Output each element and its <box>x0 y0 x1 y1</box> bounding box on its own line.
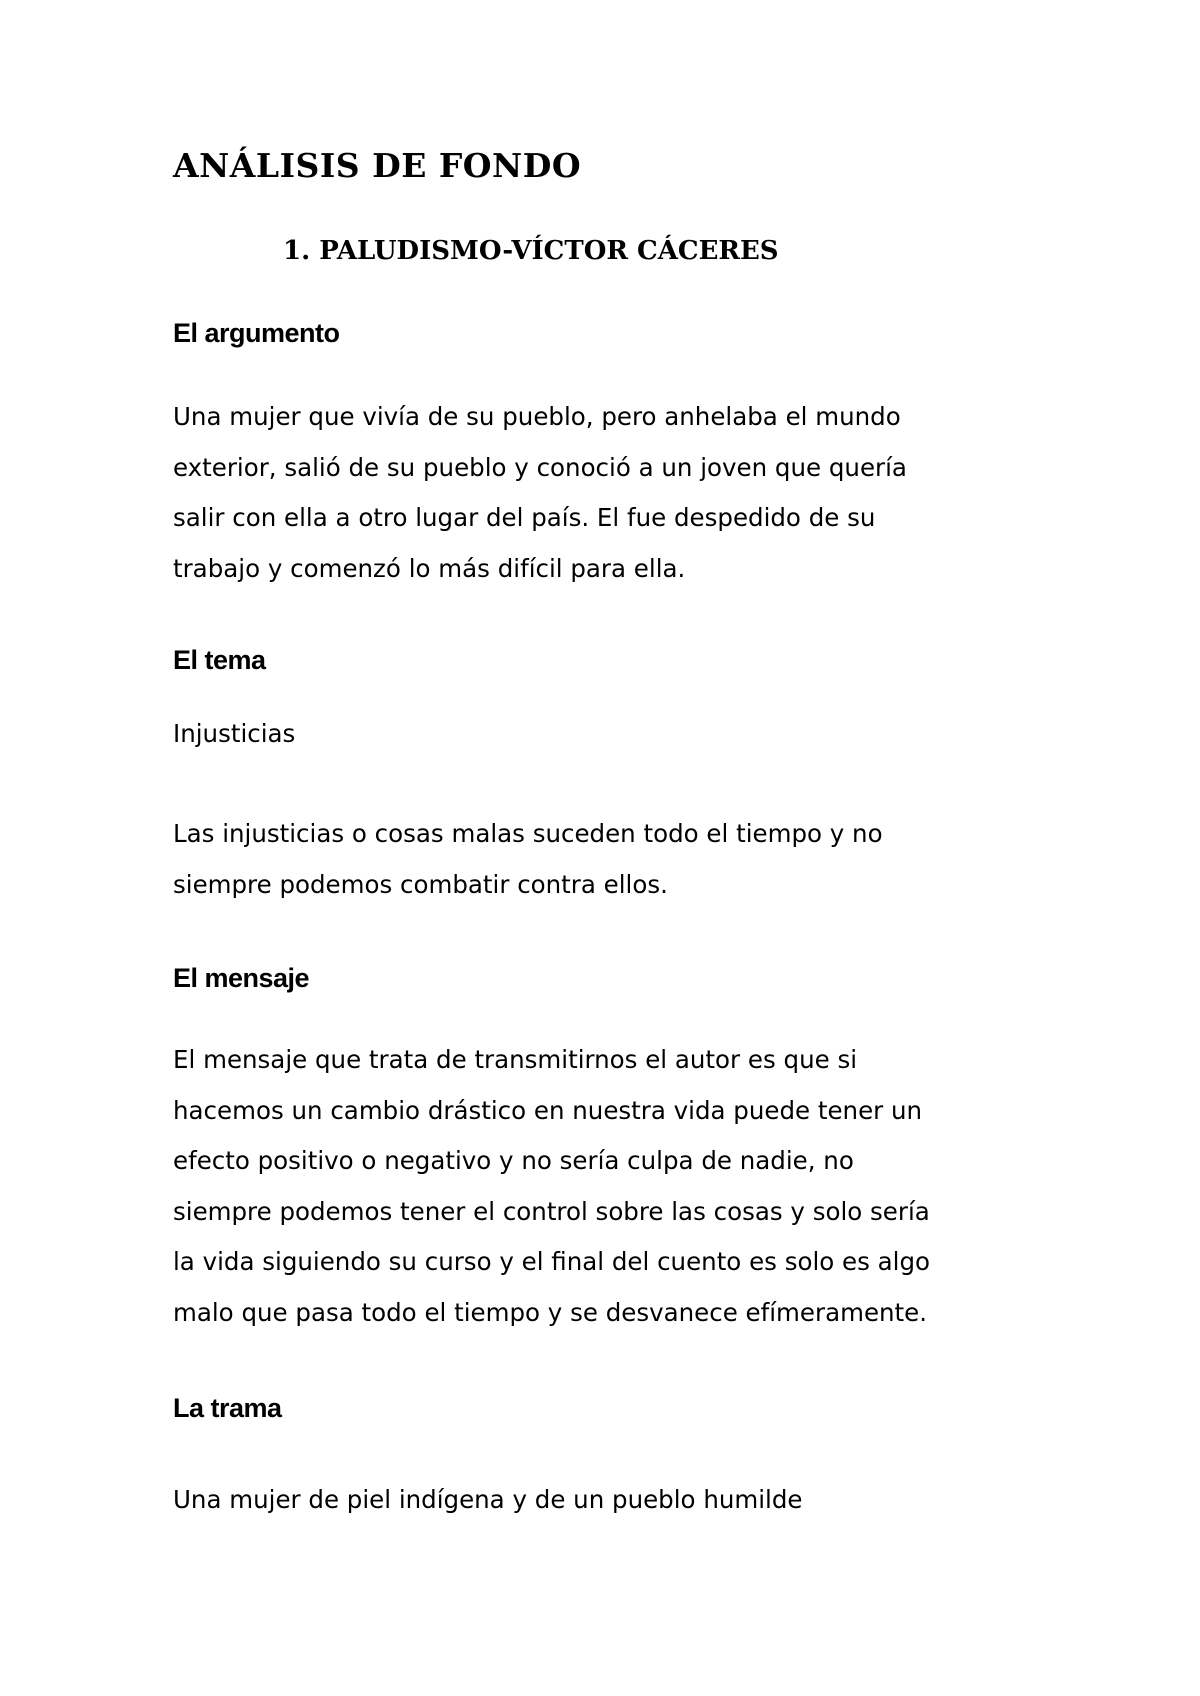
section-body-tema <box>173 809 1033 910</box>
section-body-mensaje <box>173 1035 1033 1338</box>
text-line: Una mujer de piel indígena y de un pueblo humilde <box>173 1485 803 1514</box>
text-line: efecto positivo o negativo y no sería culpa de nadie, no <box>173 1146 854 1175</box>
text-line: hacemos un cambio drástico en nuestra vida puede tener un <box>173 1095 923 1125</box>
document-subtitle: 1. PALUDISMO-VÍCTOR CÁCERES <box>283 236 779 266</box>
text-line: Una mujer que vivía de su pueblo, pero anhelaba el mundo <box>173 402 901 431</box>
section-heading-tema: El tema <box>173 645 266 675</box>
text-line: la vida siguiendo su curso y el final del cuento es solo es algo <box>173 1247 931 1276</box>
section-heading-trama: La trama <box>173 1393 282 1423</box>
text-line: Injusticias <box>173 719 296 748</box>
section-body-trama <box>173 1475 1033 1526</box>
text-line: siempre podemos tener el control sobre las cosas y solo sería <box>173 1196 930 1226</box>
text-line: Las injusticias o cosas malas suceden todo el tiempo y no <box>173 819 883 848</box>
section-heading-mensaje: El mensaje <box>173 963 310 993</box>
section-body-argumento <box>173 392 1033 594</box>
text-line: siempre podemos combatir contra ellos. <box>173 869 668 899</box>
text-line: exterior, salió de su pueblo y conoció a un joven que quería <box>173 452 907 482</box>
text-line: El mensaje que trata de transmitirnos el autor es que si <box>173 1045 858 1074</box>
text-line: malo que pasa todo el tiempo y se desvanece efímeramente. <box>173 1297 928 1327</box>
section-heading-argumento: El argumento <box>173 318 340 348</box>
text-line: trabajo y comenzó lo más difícil para ella. <box>173 553 686 583</box>
section-value-tema <box>173 709 1033 760</box>
text-line: salir con ella a otro lugar del país. El fue despedido de su <box>173 503 876 532</box>
document-title: ANÁLISIS DE FONDO <box>173 146 582 185</box>
